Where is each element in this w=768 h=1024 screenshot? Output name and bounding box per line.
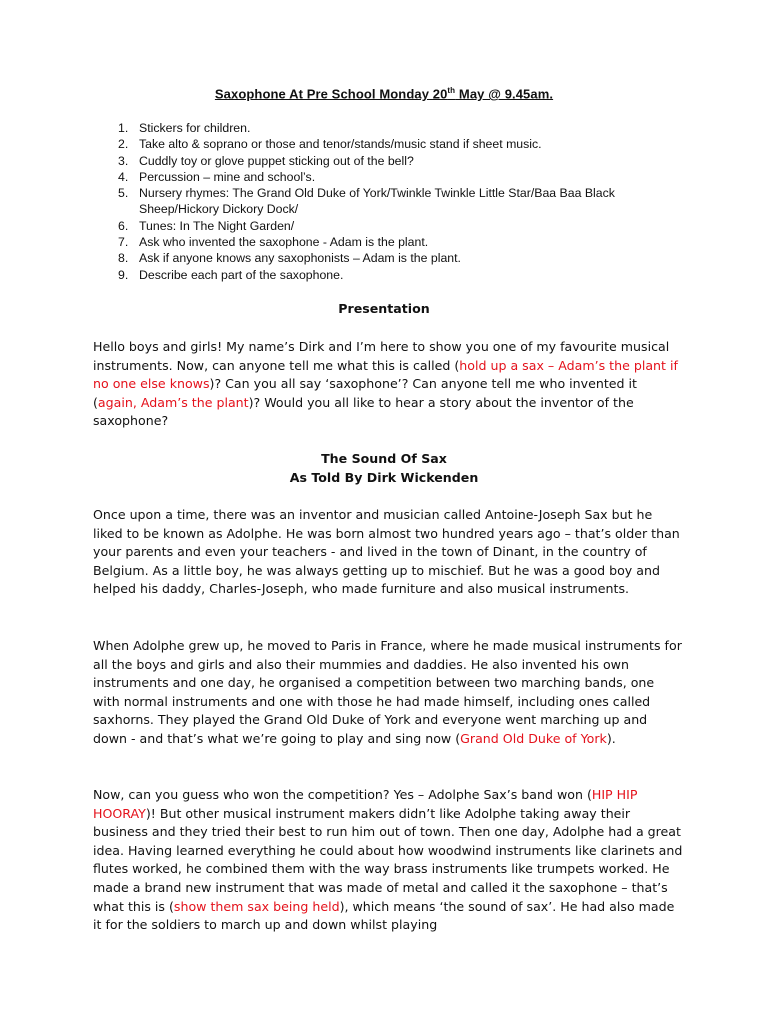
story-paragraph-2: When Adolphe grew up, he moved to Paris in France, where he made musical instruments for all the boys and girls and also their mummies and daddies. He also invented his own instruments and one day, he organised a competition between two marching bands, one with normal instruments and one with those he had made himself, including ones called saxhorns. They played the Grand Old Duke of York and everyone went marching up and down - and that’s what we’re going to play and sing now (Grand Old Duke of York). bbox=[93, 638, 682, 746]
list-item: 1. Stickers for children. bbox=[118, 121, 251, 135]
stage-direction: hold up a sax – Adam’s the plant if no one else knows bbox=[93, 357, 678, 392]
list-item: 6. Tunes: In The Night Garden/ bbox=[118, 218, 295, 233]
document-title: Saxophone At Pre School Monday 20th May @ 9.45am. bbox=[214, 86, 554, 102]
list-item: 8. Ask if anyone knows any saxophonists – Adam is the plant. bbox=[118, 251, 461, 266]
stage-direction: again, Adam’s the plant bbox=[97, 394, 249, 410]
title-superscript: th bbox=[447, 86, 456, 95]
stage-direction: show them sax being held bbox=[173, 898, 340, 914]
list-item: 5. Nursery rhymes: The Grand Old Duke of York/Twinkle Twinkle Little Star/Baa Baa Black Sheep/Hickory Dickory Dock/ bbox=[118, 186, 615, 217]
story-paragraph-1: Once upon a time, there was an inventor and musician called Antoine-Joseph Sax but he liked to be known as Adolphe. He was born almost two hundred years ago – that’s older than your parents and even your teachers - and lived in the town of Dinant, in the country of Belgium. As a little boy, he was always getting up to mischief. But he was a good boy and helped his daddy, Charles-Joseph, who made furniture and also musical instruments. bbox=[93, 507, 680, 597]
story-paragraph-3: Now, can you guess who won the competition? Yes – Adolphe Sax’s band won (HIP HIP HOORAY)! But other musical instrument makers didn’t like Adolphe taking away their business and they tried their best to run him out of town. Then one day, Adolphe had a great idea. Having learned everything he could about how woodwind instruments like clarinets and flutes worked, he combined them with the way brass instruments like trumpets worked. He made a brand new instrument that was made of metal and called it the saxophone – that’s what this is (show them sax being held), which means ‘the sound of sax’. He had also made it for the soldiers to march up and down whilst playing bbox=[93, 787, 683, 933]
story-byline: As Told By Dirk Wickenden bbox=[289, 470, 479, 485]
presentation-paragraph: Hello boys and girls! My name’s Dirk and I’m here to show you one of my favourite musical instruments. Now, can anyone tell me what this is called (hold up a sax – Adam’s the plant if no one else knows)? Can you all say ‘saxophone’? Can anyone tell me who invented it (again, Adam’s the plant)? Would you all like to hear a story about the inventor of the saxophone? bbox=[93, 339, 678, 429]
list-item: 3. Cuddly toy or glove puppet sticking out of the bell? bbox=[118, 153, 414, 168]
list-item: 7. Ask who invented the saxophone - Adam is the plant. bbox=[118, 235, 429, 250]
stage-direction: HIP HIP HOORAY bbox=[93, 787, 638, 821]
story-title: The Sound Of Sax bbox=[321, 451, 447, 466]
list-item: 2. Take alto & soprano or those and tenor/stands/music stand if sheet music. bbox=[118, 137, 542, 152]
presentation-heading: Presentation bbox=[338, 301, 430, 316]
list-item: 4. Percussion – mine and school’s. bbox=[118, 169, 316, 184]
preparation-checklist bbox=[118, 120, 678, 283]
stage-direction: Grand Old Duke of York bbox=[460, 730, 607, 746]
list-item: 9. Describe each part of the saxophone. bbox=[118, 267, 344, 282]
